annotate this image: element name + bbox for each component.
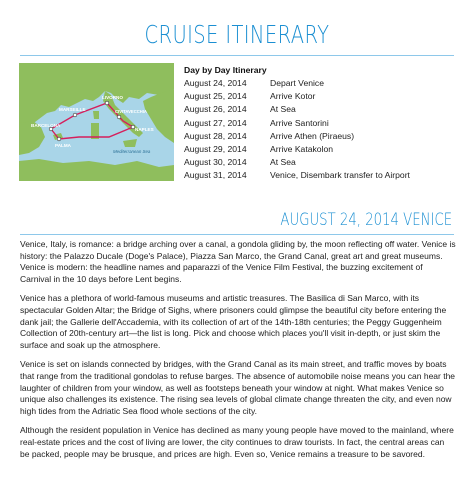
itinerary-date: August 24, 2014 xyxy=(184,78,247,88)
itinerary-date: August 25, 2014 xyxy=(184,91,247,102)
itinerary-event: At Sea xyxy=(270,104,296,115)
itinerary-event: Arrive Kotor xyxy=(270,91,316,102)
section-body xyxy=(20,239,456,468)
itinerary-list xyxy=(184,64,464,183)
itinerary-date: August 27, 2014 xyxy=(184,117,247,128)
city-label-palma: PALMA xyxy=(55,143,71,148)
itinerary-event: Arrive Katakolon xyxy=(270,143,334,154)
body-paragraph: Venice is set on islands connected by bridges, with the Grand Canal as its main street, and traffic moves by boats that range from the traditional gondolas to refuse barges. The absence of automobile noise means you can hear the laughter of children from your window, as well as footsteps beneath your window at night. What makes Venice so unique also challenges its existence. The rising sea levels of global climate change threaten the city, and even now high tides from the Adriatic Sea flood whole sections of the city. xyxy=(20,359,456,416)
port-dot-livorno xyxy=(105,101,109,105)
itinerary-event: Depart Venice xyxy=(270,78,324,88)
itinerary-row xyxy=(184,169,464,182)
port-dot-civitavecchia xyxy=(117,115,121,119)
city-label-naples: NAPLES xyxy=(135,127,154,132)
sea-label: Mediterranean Sea xyxy=(113,149,151,154)
port-dot-palma xyxy=(57,137,61,141)
itinerary-row xyxy=(184,143,464,156)
route-map-svg xyxy=(19,63,174,181)
city-label-livorno: LIVORNO xyxy=(102,95,123,100)
itinerary-event: Arrive Athen (Piraeus) xyxy=(270,130,355,141)
section-divider xyxy=(20,234,454,235)
itinerary-date: August 29, 2014 xyxy=(184,143,247,154)
body-paragraph: Although the resident population in Venice has declined as many young people have moved to the mainland, where real-estate prices and the cost of living are lower, the city continues to draw tourists. In fact, the central areas can be packed, people may be brusque, and prices are high. Even so, Venice remains a treasure to be savored. xyxy=(20,425,454,459)
itinerary-date: August 31, 2014 xyxy=(184,170,247,181)
itinerary-event: Arrive Santorini xyxy=(270,117,329,128)
city-label-marseille: MARSEILLE xyxy=(59,107,86,112)
itinerary-row xyxy=(184,77,464,90)
body-paragraph: Venice has a plethora of world-famous museums and artistic treasures. The Basilica di San Marco, with its spectacular Golden Altar; the Bridge of Sighs, where prisoners could glimpse the beautiful city before entering the dank jail; the Gallerie dell'Accademia, with its collection of art of the 14th-18th centuries; the Peggy Guggenheim Collection of 20th-century art—the list is long. Pick and choose which places you'll visit in-depth, or just skim the surface and soak up the atmosphere. xyxy=(20,293,447,350)
itinerary-date: August 30, 2014 xyxy=(184,157,247,168)
city-label-barcelona: BARCELONA xyxy=(31,123,61,128)
section-heading: AUGUST 24, 2014 VENICE xyxy=(280,210,452,230)
itinerary-row xyxy=(184,130,464,143)
itinerary-date: August 28, 2014 xyxy=(184,130,247,141)
itinerary-date: August 26, 2014 xyxy=(184,104,247,115)
itinerary-heading: Day by Day Itinerary xyxy=(184,65,267,75)
itinerary-row xyxy=(184,156,464,169)
city-label-civitavecchia: CIVITAVECCHIA xyxy=(115,109,147,114)
route-map xyxy=(19,63,174,181)
page-title: CRUISE ITINERARY xyxy=(144,20,330,49)
body-paragraph: Venice, Italy, is romance: a bridge arching over a canal, a gondola gliding by, the moon reflecting off water. Venice is history: the Palazzo Ducale (Doge's Palace), Piazza San Marco, the Grand Canal, great art and great museums. Venice is modern: the headline names and paparazzi of the Venice Film Festival, the buzzing excitement of Carnival in the 10 days before Lent begins. xyxy=(20,239,456,284)
itinerary-event: Venice, Disembark transfer to Airport xyxy=(270,170,410,181)
itinerary-row xyxy=(184,103,464,116)
itinerary-row xyxy=(184,117,464,130)
itinerary-event: At Sea xyxy=(270,157,296,168)
itinerary-row xyxy=(184,90,464,103)
title-divider xyxy=(20,55,454,56)
port-dot-marseille xyxy=(73,113,77,117)
map-land-corsica xyxy=(93,111,99,119)
